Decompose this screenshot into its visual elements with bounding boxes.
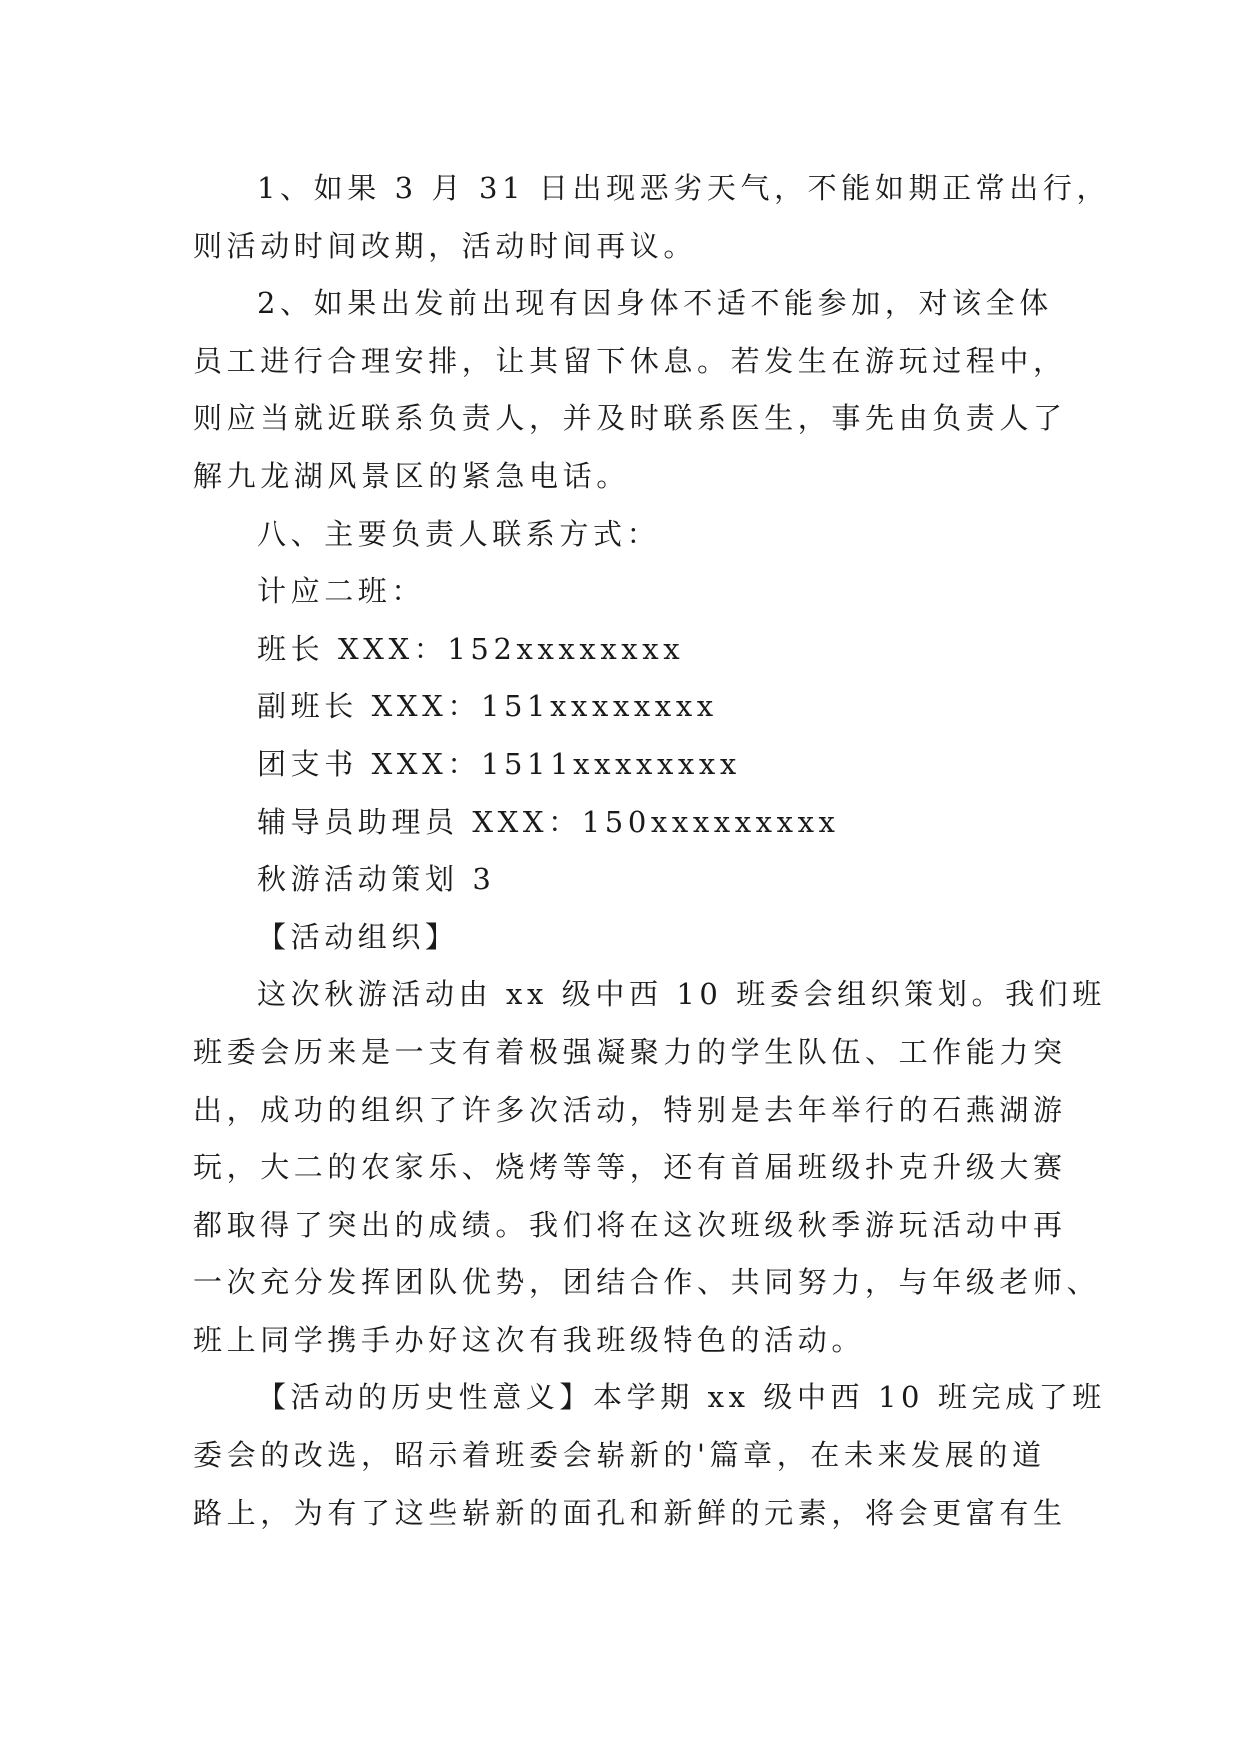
body-line: 玩，大二的农家乐、烧烤等等，还有首届班级扑克升级大赛 [193, 1150, 1067, 1185]
body-line: 路上，为有了这些崭新的面孔和新鲜的元素，将会更富有生 [193, 1495, 1067, 1530]
body-line: 班委会历来是一支有着极强凝聚力的学生队伍、工作能力突 [193, 1034, 1067, 1069]
body-line: 【活动的历史性意义】本学期 xx 级中西 10 班完成了班 [257, 1380, 1106, 1415]
contact-line: 辅导员助理员 XXX：150xxxxxxxxx [257, 804, 840, 839]
body-line: 员工进行合理安排，让其留下休息。若发生在游玩过程中， [193, 343, 1067, 378]
plan-title: 秋游活动策划 3 [257, 862, 496, 897]
body-line: 出，成功的组织了许多次活动，特别是去年举行的石燕湖游 [193, 1092, 1067, 1127]
document-body [193, 160, 1111, 1542]
body-line: 则应当就近联系负责人，并及时联系医生，事先由负责人了 [193, 401, 1067, 436]
body-line: 则活动时间改期，活动时间再议。 [193, 228, 698, 263]
body-line: 都取得了突出的成绩。我们将在这次班级秋季游玩活动中再 [193, 1207, 1067, 1242]
body-line: 2、如果出发前出现有因身体不适不能参加，对该全体 [257, 286, 1053, 321]
body-line: 1、如果 3 月 31 日出现恶劣天气，不能如期正常出行， [257, 171, 1111, 205]
contact-line: 团支书 XXX：1511xxxxxxxx [257, 746, 741, 781]
body-line: 一次充分发挥团队优势，团结合作、共同努力，与年级老师、 [193, 1265, 1101, 1300]
contact-group-label: 计应二班： [257, 574, 426, 609]
body-line: 解九龙湖风景区的紧急电话。 [193, 458, 630, 493]
body-line: 班上同学携手办好这次有我班级特色的活动。 [193, 1322, 866, 1357]
subsection-heading: 【活动组织】 [257, 919, 459, 954]
body-line: 委会的改选，昭示着班委会崭新的'篇章，在未来发展的道 [193, 1438, 1046, 1473]
contact-line: 副班长 XXX：151xxxxxxxx [257, 689, 718, 724]
body-line: 这次秋游活动由 xx 级中西 10 班委会组织策划。我们班 [257, 977, 1106, 1012]
contact-line: 班长 XXX：152xxxxxxxx [257, 631, 685, 666]
section-heading: 八、主要负责人联系方式： [257, 516, 661, 551]
